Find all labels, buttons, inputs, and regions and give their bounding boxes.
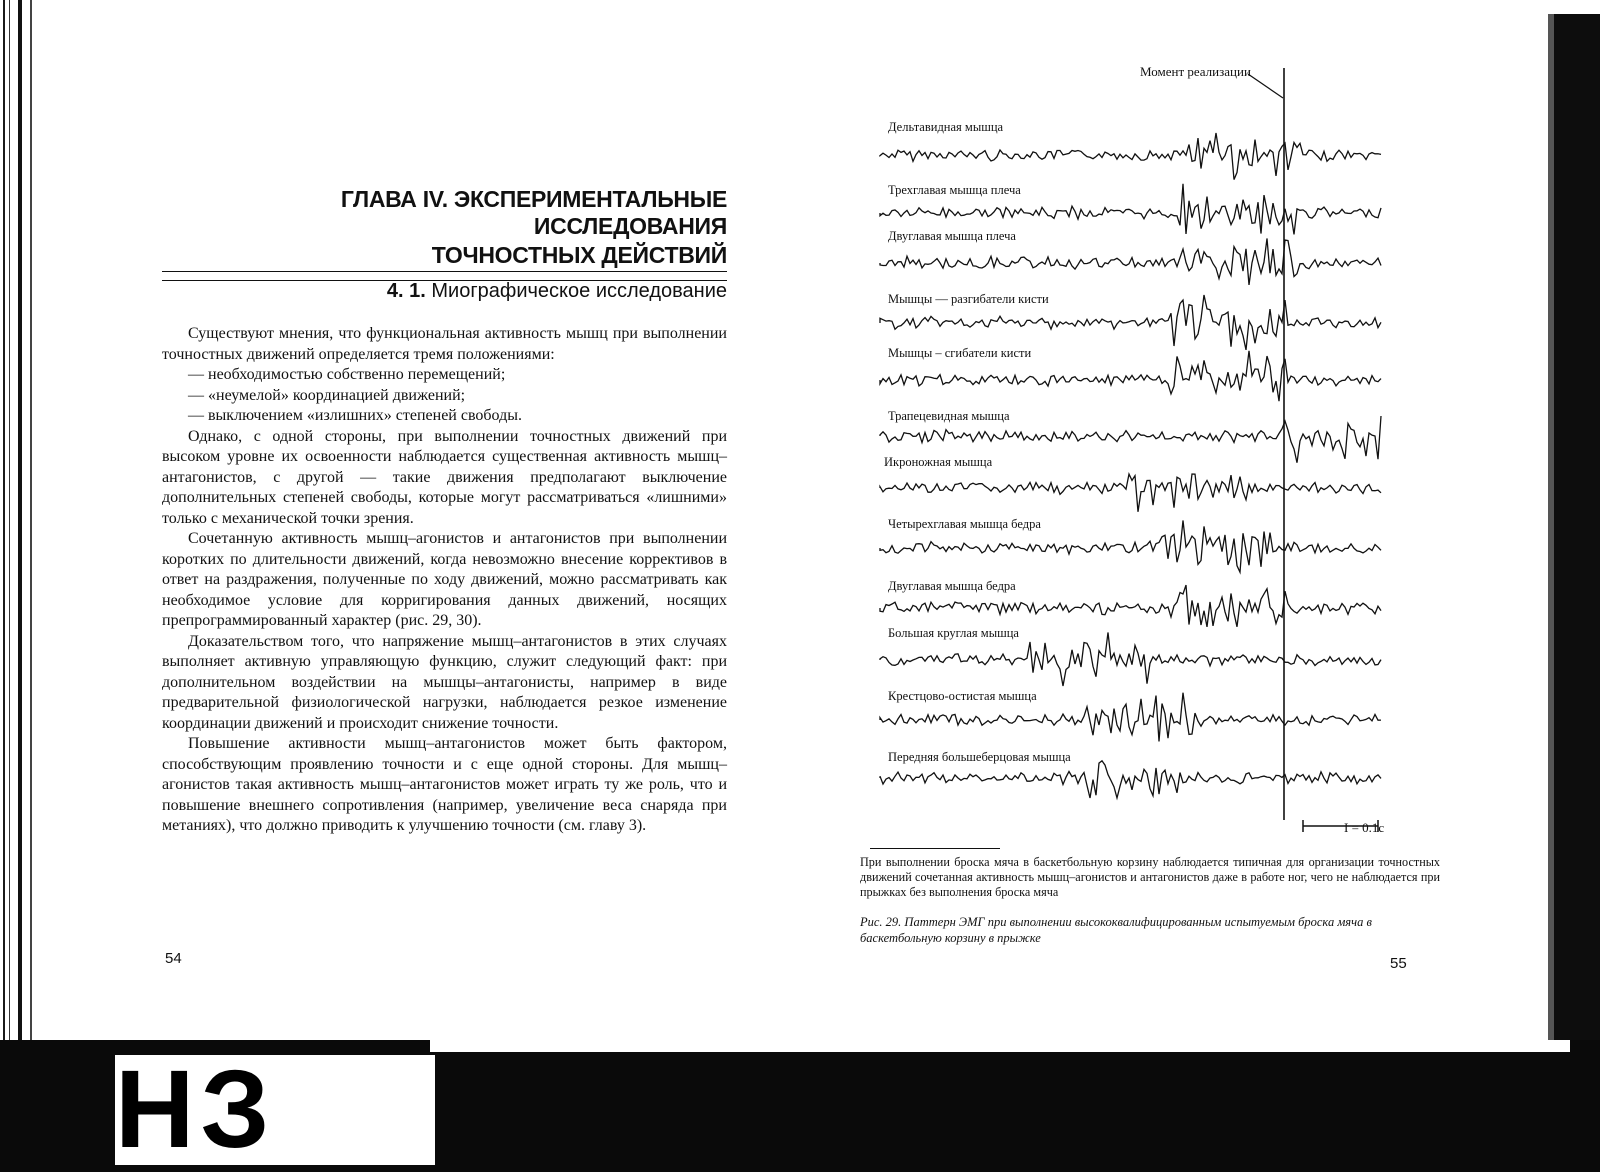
emg-label: Крестцово-остистая мышца bbox=[888, 689, 1037, 703]
scan-page-edge bbox=[430, 1040, 1570, 1052]
emg-label: Дельтавидная мышца bbox=[888, 120, 1004, 134]
emg-label: Большая круглая мышца bbox=[888, 626, 1019, 640]
chapter-heading bbox=[162, 186, 727, 281]
moment-arrow bbox=[1248, 74, 1283, 98]
moment-label: Момент реализации bbox=[1140, 64, 1251, 79]
page-number-right: 55 bbox=[1390, 955, 1407, 972]
emg-trace bbox=[880, 474, 1381, 512]
scan-edge-right bbox=[1554, 14, 1600, 1094]
page-number-left: 54 bbox=[165, 950, 182, 967]
emg-label: Передняя большеберцовая мышца bbox=[888, 750, 1071, 764]
scan-edge-right-shadow bbox=[1548, 14, 1554, 1094]
figure-note: При выполнении броска мяча в баскетбольную корзину наблюдается типичная для организации точностных движений сочетанная активность мышц–агонистов и антагонистов даже в работе ног, чего не наблюдается при прыжках без выполнения броска мяча bbox=[860, 855, 1440, 899]
section-heading bbox=[162, 280, 727, 303]
list-item: — выключением «излишних» степеней свободы. bbox=[188, 407, 522, 424]
paragraph: Повышение активности мышц–антагонистов может быть фактором, способствующим проявлению точности и с еще одной стороны. Для мышц–агонистов такая активность мышц–антагонистов может играть ту же роль, что и повышение внешнего сопротивления (например, увеличение веса снаряда при метаниях), что должно приводить к улучшению точности (см. главу 3). bbox=[162, 735, 727, 834]
emg-label: Мышцы — разгибатели кисти bbox=[888, 292, 1049, 306]
emg-label: Мышцы – сгибатели кисти bbox=[888, 346, 1032, 360]
emg-label: Двуглавая мышца плеча bbox=[888, 229, 1016, 243]
body-text bbox=[162, 324, 727, 837]
emg-label: Четырехглавая мышца бедра bbox=[888, 517, 1041, 531]
emg-label: Икроножная мышца bbox=[884, 455, 993, 469]
emg-trace bbox=[880, 133, 1381, 180]
emg-label: Трапецевидная мышца bbox=[888, 409, 1010, 423]
paragraph: Существуют мнения, что функциональная активность мышц при выполнении точностных движений определяется тремя положениями: bbox=[162, 325, 727, 363]
emg-label: Двуглавая мышца бедра bbox=[888, 579, 1016, 593]
chapter-title-line2: ТОЧНОСТНЫХ ДЕЙСТВИЙ bbox=[162, 242, 727, 272]
emg-label: Трехглавая мышца плеча bbox=[888, 183, 1021, 197]
section-number: 4. 1. bbox=[386, 280, 426, 302]
figure-caption: Рис. 29. Паттерн ЭМГ при выполнении высококвалифицированным испытуемым броска мяча в баскетбольную корзину в прыжке bbox=[860, 915, 1372, 945]
scan-artifact-glyphs: НЗ bbox=[115, 1055, 435, 1165]
emg-trace bbox=[880, 761, 1381, 798]
scan-edge-left bbox=[0, 0, 40, 1040]
paragraph: Сочетанную активность мышц–агонистов и антагонистов при выполнении коротких по длительности движений, когда невозможно внесение коррективов в ответ на раздражения, полученные по ходу движений, можно рассматривать как необходимое условие для корригирования данных движений, носящих препрограммированный характер (рис. 29, 30). bbox=[162, 530, 727, 629]
section-title: Миографическое исследование bbox=[431, 280, 727, 302]
chapter-title-line1: ГЛАВА IV. ЭКСПЕРИМЕНТАЛЬНЫЕ ИССЛЕДОВАНИЯ bbox=[340, 186, 727, 239]
list-item: — необходимостью собственно перемещений; bbox=[188, 366, 506, 383]
caption-rule bbox=[870, 848, 1000, 849]
scale-label: I = 0.1c bbox=[1344, 820, 1385, 835]
emg-trace bbox=[880, 238, 1381, 285]
paragraph: Однако, с одной стороны, при выполнении точностных движений при высоком уровне их освоенности наблюдается существенная активность мышц–антагонистов, с другой — такие движения предполагают выключение дополнительных степеней свободы, которые могут рассматриваться «лишними» только с механической точки зрения. bbox=[162, 427, 727, 527]
paragraph: Доказательством того, что напряжение мышц–антагонистов в этих случаях выполняет активную управляющую функцию, служит следующий факт: при дополнительном воздействии на мышцы–антагонисты, например в виде предварительной физиологической нагрузки, наблюдается резкое изменение координации движений и происходит снижение точности. bbox=[162, 632, 727, 732]
list-item: — «неумелой» координацией движений; bbox=[188, 386, 466, 404]
